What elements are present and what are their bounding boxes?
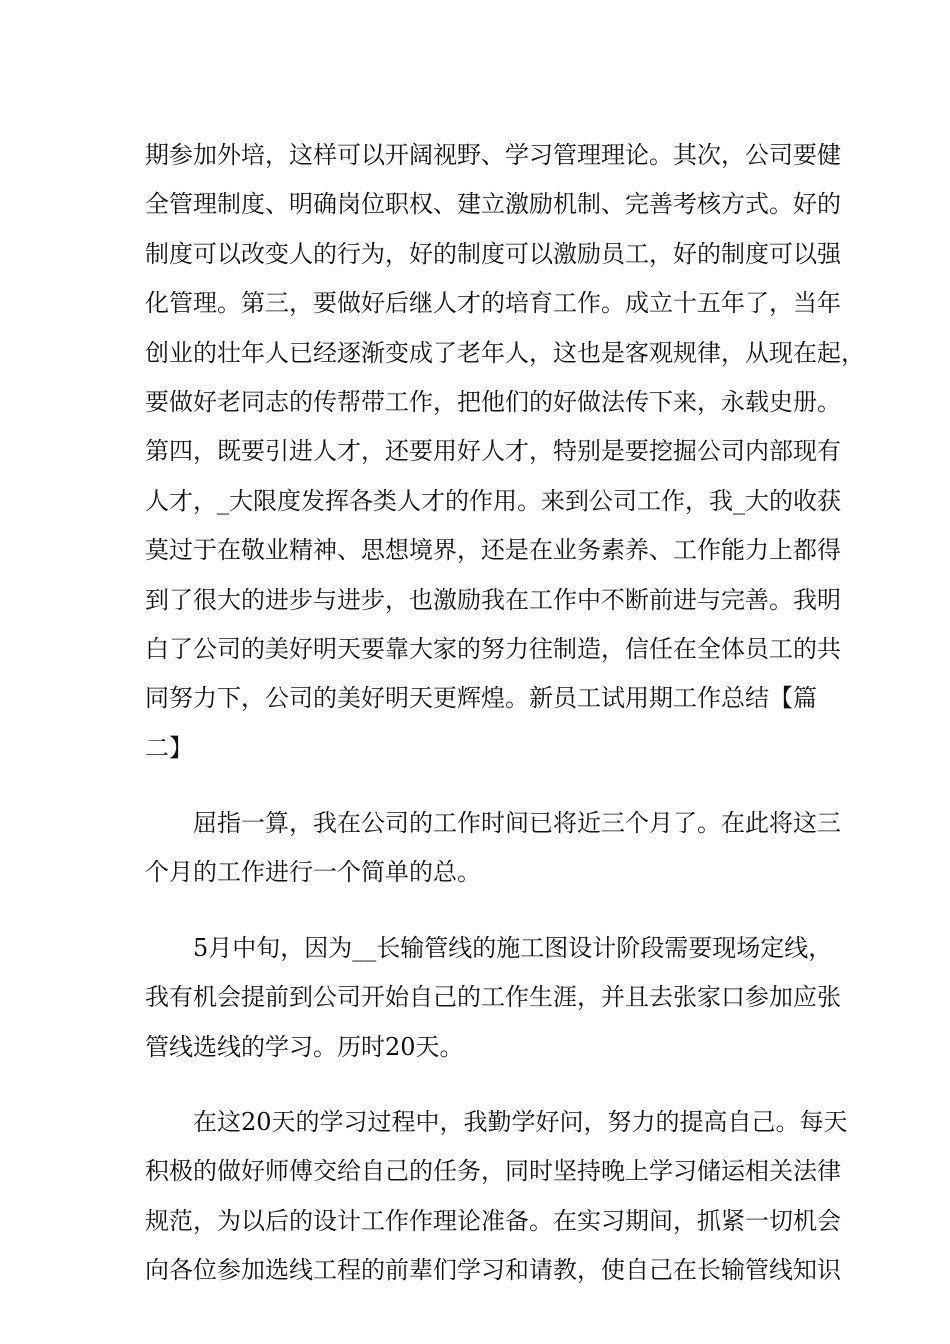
text-line: 屈指一算，我在公司的工作时间已将近三个月了。在此将这三 [193, 809, 841, 838]
text-line: 规范，为以后的设计工作作理论准备。在实习期间，抓紧一切机会 [145, 1206, 841, 1235]
text-line: 向各位参加选线工程的前辈们学习和请教，使自己在长输管线知识 [145, 1256, 841, 1285]
paragraph [145, 131, 865, 773]
text-line: 创业的壮年人已经逐渐变成了老年人，这也是客观规律，从现在起， [145, 338, 865, 367]
text-line: 期参加外培，这样可以开阔视野、学习管理理论。其次，公司要健 [145, 141, 841, 169]
paragraph-gap [145, 898, 810, 924]
text-line: 第四，既要引进人才，还要用好人才，特别是要挖掘公司内部现有 [145, 437, 841, 466]
text-line: 莫过于在敬业精神、思想境界，还是在业务素养、工作能力上都得 [145, 536, 841, 565]
text-line: 到了很大的进步与进步，也激励我在工作中不断前进与完善。我明 [145, 585, 841, 614]
text-line: 在这20天的学习过程中，我勤学好问，努力的提高自己。每天 [193, 1108, 848, 1137]
text-line: 白了公司的美好明天要靠大家的努力往制造，信任在全体员工的共 [145, 634, 841, 663]
text-line: 制度可以改变人的行为，好的制度可以激励员工，好的制度可以强 [145, 239, 841, 268]
text-line: 5月中旬，因为__长输管线的施工图设计阶段需要现场定线， [193, 933, 833, 962]
text-line: 化管理。第三，要做好后继人才的培育工作。成立十五年了，当年 [145, 289, 841, 318]
text-line: 管线选线的学习。历时20天。 [145, 1032, 464, 1061]
text-line: 个月的工作进行一个简单的总。 [145, 858, 481, 887]
paragraph [145, 924, 841, 1072]
text-line: 同努力下，公司的美好明天更辉煌。新员工试用期工作总结【篇 [145, 684, 817, 713]
paragraph [145, 1098, 848, 1296]
paragraph-gap [145, 773, 810, 799]
paragraph-gap [145, 1072, 810, 1098]
text-line: 全管理制度、明确岗位职权、建立激励机制、完善考核方式。好的 [145, 190, 841, 219]
paragraph [145, 799, 841, 898]
text-line: 二】 [145, 733, 193, 762]
document-body [145, 131, 865, 1296]
text-line: 积极的做好师傅交给自己的任务，同时坚持晚上学习储运相关法律 [145, 1157, 841, 1186]
text-line: 要做好老同志的传帮带工作，把他们的好做法传下来，永载史册。 [145, 387, 841, 416]
text-line: 我有机会提前到公司开始自己的工作生涯，并且去张家口参加应张 [145, 983, 841, 1012]
text-line: 人才，_大限度发挥各类人才的作用。来到公司工作，我_大的收获 [145, 486, 841, 515]
